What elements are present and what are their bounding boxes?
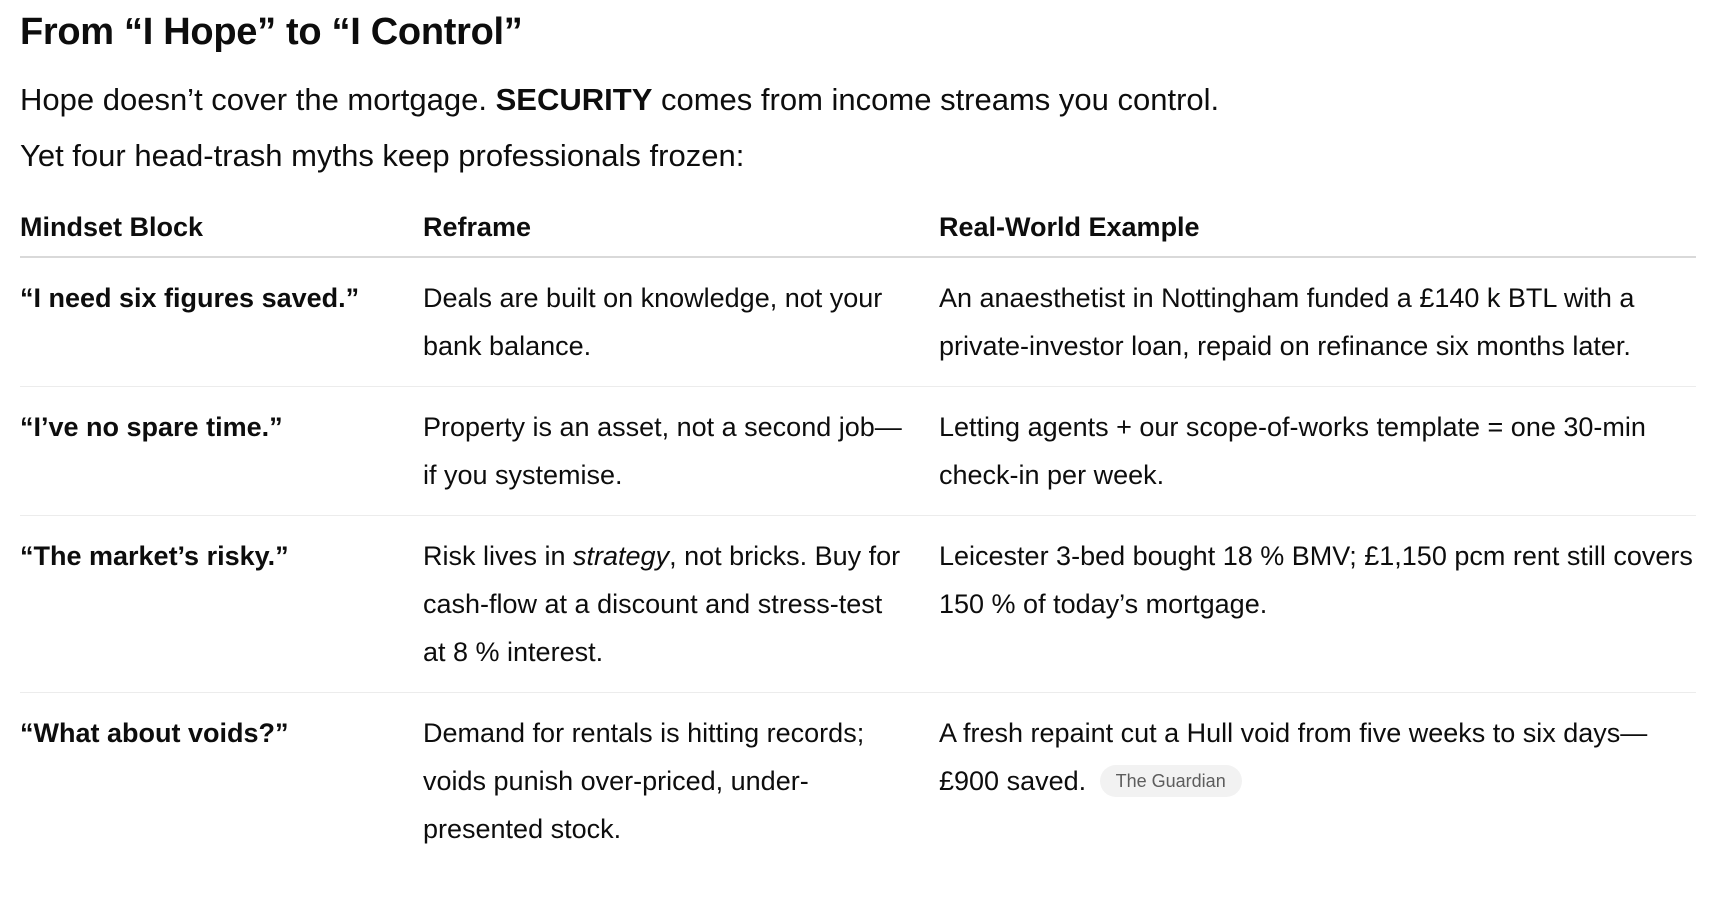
intro-paragraph <box>20 80 1696 120</box>
reframe-text-end: , not bricks. Buy for cash-flow at a discount and stress-test at 8 % interest. <box>423 541 901 667</box>
table-row <box>20 693 1696 870</box>
reframe-emphasis: strategy <box>573 541 670 571</box>
reframe-text-start: Risk lives in <box>423 541 574 571</box>
mindset-block-cell: “The market’s risky.” <box>20 516 423 693</box>
reframe-cell: Property is an asset, not a second job—if you systemise. <box>423 387 939 516</box>
table-row <box>20 387 1696 516</box>
intro-text-start: Hope doesn’t cover the mortgage. <box>20 82 496 117</box>
example-cell <box>939 693 1696 870</box>
reframe-cell <box>423 516 939 693</box>
reframe-cell: Deals are built on knowledge, not your bank balance. <box>423 257 939 387</box>
section-heading: From “I Hope” to “I Control” <box>20 11 523 53</box>
mindset-table <box>20 200 1696 869</box>
mindset-block-cell: “I’ve no spare time.” <box>20 387 423 516</box>
intro-emphasis: SECURITY <box>495 82 653 117</box>
table-row <box>20 257 1696 387</box>
source-citation-link[interactable]: The Guardian <box>1100 765 1242 797</box>
table-header-row <box>20 200 1696 257</box>
intro-lead-in: Yet four head-trash myths keep professionals frozen: <box>20 138 745 173</box>
reframe-cell: Demand for rentals is hitting records; voids punish over-priced, under-presented stock. <box>423 718 865 844</box>
example-text: A fresh repaint cut a Hull void from five weeks to six days—£900 saved. <box>939 718 1648 796</box>
mindset-block-cell: “What about voids?” <box>20 718 289 748</box>
mindset-block-cell: “I need six figures saved.” <box>20 257 423 387</box>
header-real-world-example: Real-World Example <box>939 200 1696 257</box>
intro-text-end: comes from income streams you control. <box>652 82 1220 117</box>
example-cell: Leicester 3-bed bought 18 % BMV; £1,150 pcm rent still covers 150 % of today’s mortgage. <box>939 516 1696 693</box>
table-row <box>20 516 1696 693</box>
article-section <box>20 0 1696 869</box>
header-mindset-block: Mindset Block <box>20 200 423 257</box>
example-cell: Letting agents + our scope-of-works template = one 30-min check-in per week. <box>939 387 1696 516</box>
example-cell: An anaesthetist in Nottingham funded a £140 k BTL with a private-investor loan, repaid on refinance six months later. <box>939 257 1696 387</box>
header-reframe: Reframe <box>423 200 939 257</box>
